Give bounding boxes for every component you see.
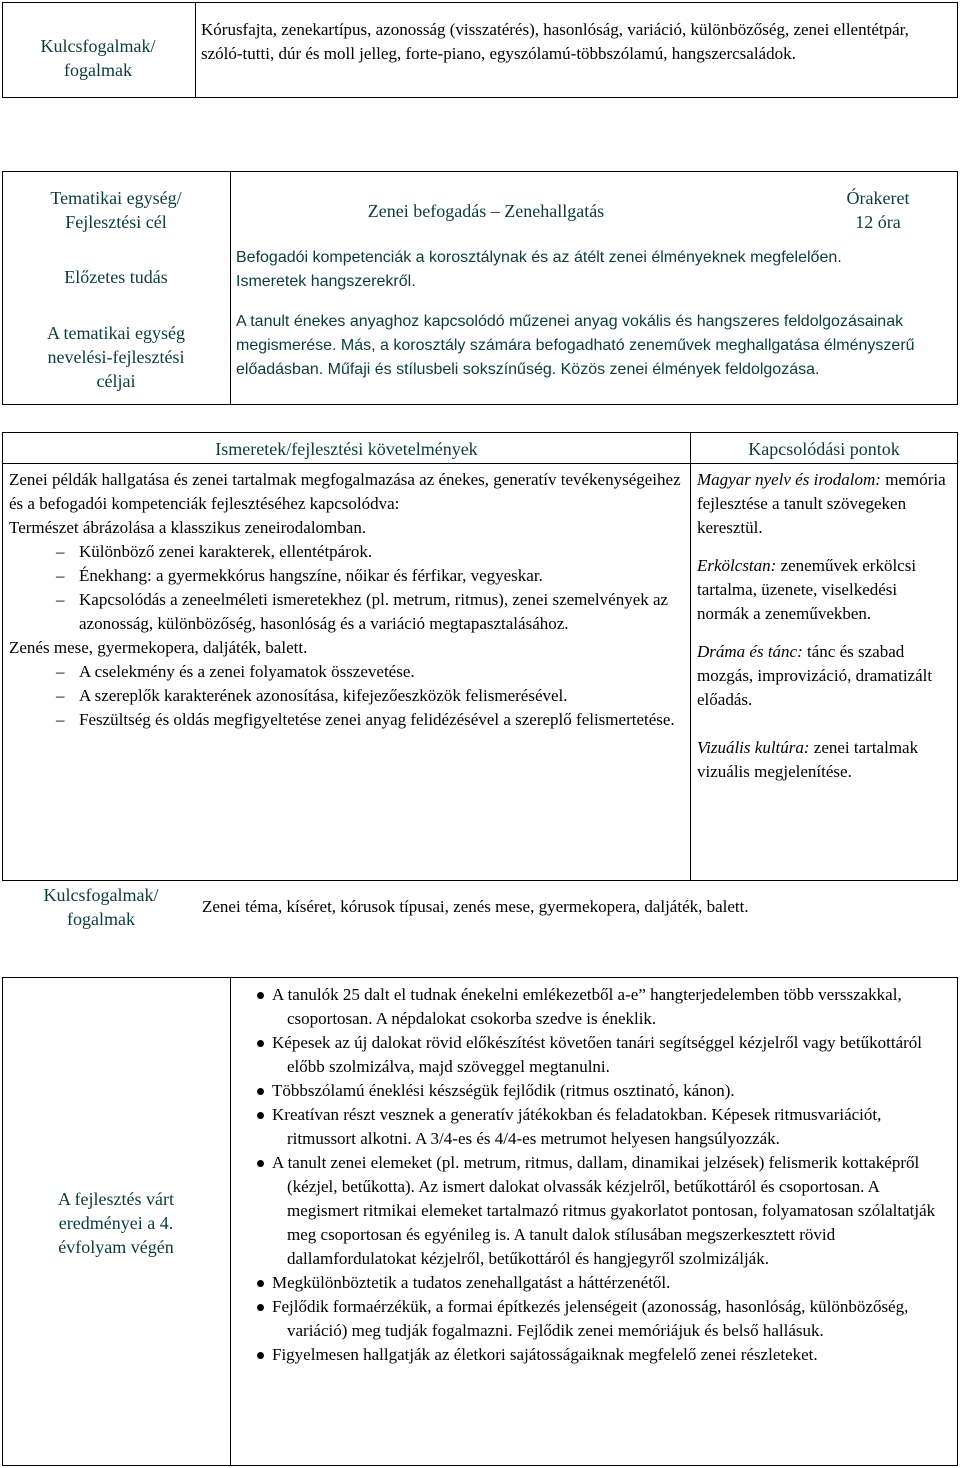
outcome-item: A tanult zenei elemeket (pl. metrum, ritmus, dallam, dinamikai jelzések) felismerik kottaképről (kézjel, betűkotta). Az ismert dalokat olvassák kézjelről, betűkottáról és csoportosan. A megismert ritmikai elemeket tartalmazó ritmus gyakorlatot pontosan, folyamatosan szólaltatják meg csoportosan és egyénileg is. A tanult dalok stílusában megszerkesztett rövid dallamfordulatokat kézjelről, betűkottáról és hangjegyről szolmizálják. <box>251 1151 949 1271</box>
bullet-icon <box>257 1160 264 1167</box>
unit-label-goals: A tematikai egység nevelési-fejlesztési céljai <box>47 323 185 391</box>
link-hungarian-text: memória fejlesztése a tanult szövegeken keresztül. <box>697 470 946 537</box>
outcomes-list-wrap <box>251 983 949 1367</box>
outcome-item: Figyelmesen hallgatják az életkori sajátosságaiknak megfelelő zenei részleteket. <box>251 1343 949 1367</box>
bullet-icon <box>257 1280 264 1287</box>
link-hungarian <box>697 468 953 540</box>
req-dash-item: – Énekhang: a gyermekkórus hangszíne, nőikar és férfikar, vegyeskar. <box>9 564 685 588</box>
bullet-icon <box>257 992 264 999</box>
links-content <box>697 468 953 784</box>
link-drama-title: Dráma és tánc: <box>697 642 803 661</box>
outcome-item: Többszólamú éneklési készségük fejlődik (ritmus osztinató, kánon). <box>251 1079 949 1103</box>
link-ethics-text: zeneművek erkölcsi tartalma, üzenete, viselkedési normák a zeneművekben. <box>697 556 917 623</box>
unit-label-prior: Előzetes tudás <box>64 267 168 287</box>
req-dash-item: – Különböző zenei karakterek, ellentétpárok. <box>9 540 685 564</box>
link-drama-text: tánc és szabad mozgás, improvizáció, dramatizált előadás. <box>697 642 933 709</box>
link-drama <box>697 640 953 712</box>
hours-label: Órakeret <box>846 188 910 208</box>
top-keywords-text: Kórusfajta, zenekartípus, azonosság (visszatérés), hasonlóság, variáció, különbözőség, zenei ellentétpár, szóló-tutti, dúr és moll jelleg, forte-piano, egyszólamú-többszólamú, hangszercsaládok. <box>201 20 909 63</box>
unit-goals-text: A tanult énekes anyaghoz kapcsolódó műzenei anyag vokális és hangszeres feldolgozásainak megismerése. Más, a korosztály számára befogadható zeneművek meghallgatása élményszerű előadásban. Műfaji és stílusbeli sokszínűség. Közös zenei élmények feldolgozása. <box>236 313 915 378</box>
unit-label-title: Tematikai egység/ Fejlesztési cél <box>50 188 182 232</box>
link-visual <box>697 736 953 784</box>
link-visual-title: Vizuális kultúra: <box>697 738 810 757</box>
req-nature: Természet ábrázolása a klasszikus zeneirodalomban. <box>9 518 367 537</box>
outcome-item: Kreatívan részt vesznek a generatív játékokban és feladatokban. Képesek ritmusvariációt, ritmussort alkotni. A 3/4-es és 4/4-es metrumot helyesen hangsúlyozzák. <box>251 1103 949 1151</box>
req-genres: Zenés mese, gyermekopera, daljáték, balett. <box>9 638 308 657</box>
bullet-icon <box>257 1304 264 1311</box>
bullet-icon <box>257 1112 264 1119</box>
outcome-item: A tanulók 25 dalt el tudnak énekelni emlékezetből a-e” hangterjedelemben több versszakkal, csoportosan. A népdalokat csokorba szedve is éneklik. <box>251 983 949 1031</box>
req-header-right: Kapcsolódási pontok <box>748 439 900 459</box>
top-keywords-label: Kulcsfogalmak/ fogalmak <box>40 36 156 80</box>
outcome-item: Fejlődik formaérzékük, a formai építkezés jelenségeit (azonosság, hasonlóság, különbözőség, variáció) meg tudják fogalmazni. Fejlődik zenei memóriájuk és belső hallásuk. <box>251 1295 949 1343</box>
req-content <box>9 468 685 732</box>
outcome-item: Képesek az új dalokat rövid előkészítést követően tanári segítséggel kézjelről vagy betűkottáról előbb szolmizálva, majd szöveggel megtanulni. <box>251 1031 949 1079</box>
link-hungarian-title: Magyar nyelv és irodalom: <box>697 470 881 489</box>
link-ethics-title: Erkölcstan: <box>697 556 777 575</box>
bullet-icon <box>257 1088 264 1095</box>
keywords2-text-visible: Zenei téma, kíséret, kórusok típusai, zenés mese, gyermekopera, daljáték, balett. <box>202 897 749 916</box>
req-dash-item: – Feszültség és oldás megfigyeltetése zenei anyag felidézésével a szereplő felismertetése. <box>9 708 685 732</box>
link-ethics <box>697 554 953 626</box>
req-dash-item: – A szereplők karakterének azonosítása, kifejezőeszközök felismerésével. <box>9 684 685 708</box>
req-dash-item: – Kapcsolódás a zeneelméleti ismeretekhez (pl. metrum, ritmus), zenei szemelvények az azonosság, különbözőség, hasonlóság és a variáció megtapasztalásához. <box>9 588 685 636</box>
link-visual-text: zenei tartalmak vizuális megjelenítése. <box>697 738 919 781</box>
outcome-item: Megkülönböztetik a tudatos zenehallgatást a háttérzenétől. <box>251 1271 949 1295</box>
req-header-left: Ismeretek/fejlesztési követelmények <box>215 439 478 459</box>
unit-title: Zenei befogadás – Zenehallgatás <box>367 201 605 221</box>
req-intro: Zenei példák hallgatása és zenei tartalmak megfogalmazása az énekes, generatív tevékenységeihez és a befogadói kompetenciák fejlesztéséhez kapcsolódva: <box>9 470 681 513</box>
bullet-icon <box>257 1352 264 1359</box>
keywords2-label: Kulcsfogalmak/ fogalmak <box>43 885 159 929</box>
unit-prior-text: Befogadói kompetenciák a korosztálynak és az átélt zenei élményeknek megfelelően. Ismeretek hangszerekről. <box>236 249 842 290</box>
outcomes-list <box>251 983 949 1367</box>
outcomes-label: A fejlesztés várt eredményei a 4. évfolyam végén <box>58 1189 174 1257</box>
req-dash-item: – A cselekmény és a zenei folyamatok összevetése. <box>9 660 685 684</box>
hours-value: 12 óra <box>855 212 901 232</box>
bullet-icon <box>257 1040 264 1047</box>
